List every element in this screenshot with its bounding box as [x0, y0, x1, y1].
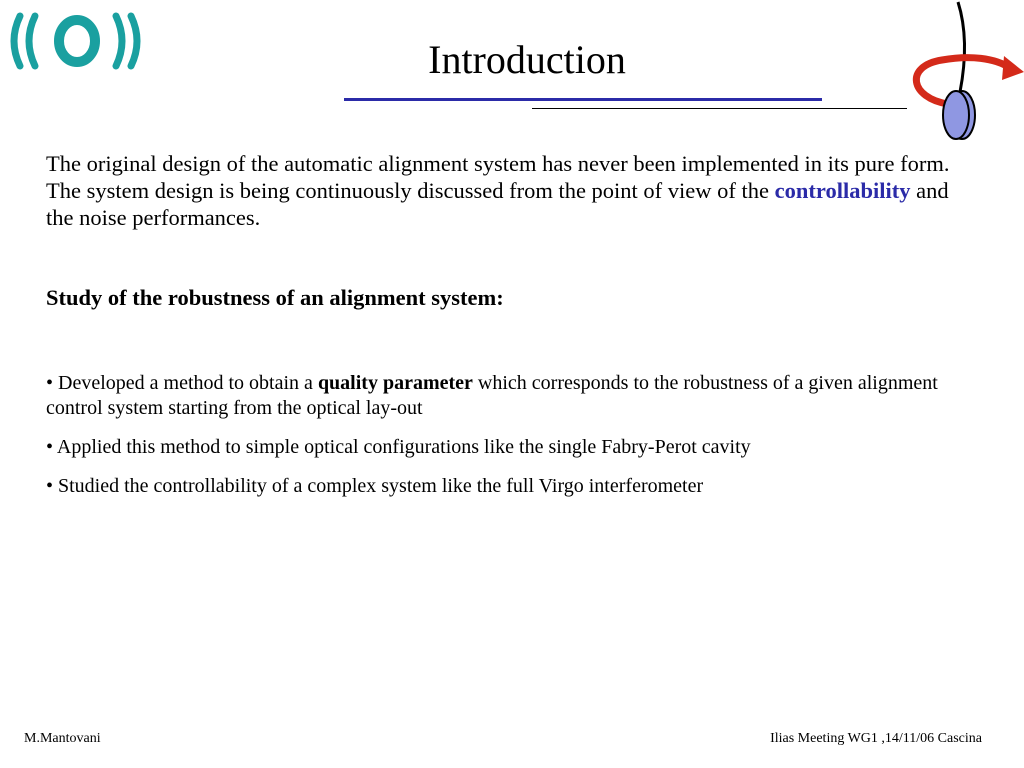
footer-event: Ilias Meeting WG1 ,14/11/06 Cascina: [770, 731, 982, 746]
footer-author: M.Mantovani: [24, 731, 101, 746]
slide-title: Introduction: [428, 37, 626, 82]
rotating-mirror-icon: [900, 0, 1024, 146]
intro-text: The original design of the automatic alignment system has never been implemented in its pure form. The system design is being continuously discussed from the point of view of the: [46, 151, 950, 203]
virgo-logo-icon: [8, 8, 150, 74]
intro-text-end: and the noise performances.: [46, 178, 949, 230]
controllability-highlight: controllability: [774, 178, 911, 203]
title-underline-thin: [532, 108, 907, 109]
bullet-text-end: which corresponds to the robustness of a given alignment control system starting from the optical lay-out: [46, 372, 938, 419]
quality-parameter-bold: quality parameter: [317, 372, 473, 394]
bullet-item: • Studied the controllability of a complex system like the full Virgo interferometer: [46, 475, 704, 497]
bullet-item: [46, 371, 981, 421]
bullet-text: • Developed a method to obtain a: [46, 372, 318, 394]
section-heading: Study of the robustness of an alignment system:: [46, 285, 504, 310]
title-underline: [344, 98, 822, 101]
bullet-list: [46, 371, 981, 513]
intro-paragraph: [46, 150, 981, 231]
bullet-item: • Applied this method to simple optical configurations like the single Fabry-Perot cavity: [46, 436, 751, 458]
